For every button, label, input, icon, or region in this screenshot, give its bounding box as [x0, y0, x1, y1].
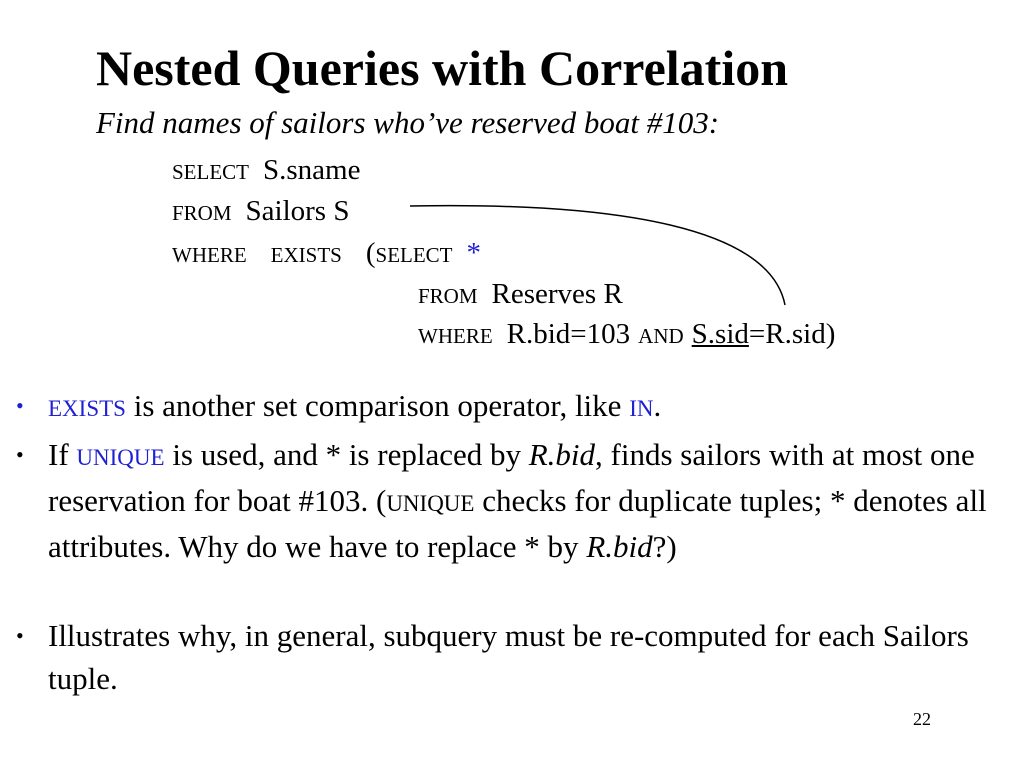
sql-text: S.sname: [263, 154, 361, 186]
sql-line-select: [172, 152, 360, 190]
slide-subtitle: Find names of sailors who’ve reserved boat #103:: [96, 105, 720, 140]
sql-keyword: WHERE: [172, 243, 247, 267]
sql-keyword: SELECT: [172, 160, 249, 184]
sql-line-subquery-from: [418, 276, 623, 314]
correlated-reference: S.sid: [691, 318, 749, 350]
sql-keyword: FROM: [172, 201, 232, 225]
sql-line-subquery-where: [418, 316, 835, 354]
sql-paren: (: [365, 237, 376, 269]
bullet-text: EXISTS is another set comparison operator, like IN.: [48, 388, 662, 423]
sql-star: *: [466, 237, 482, 269]
sql-keyword: SELECT: [375, 243, 453, 267]
sql-keyword: EXISTS: [270, 243, 342, 267]
sql-keyword: FROM: [418, 284, 478, 308]
sql-line-from: [172, 193, 349, 231]
bullet-dot: •: [16, 442, 24, 467]
page-number: 22: [913, 709, 931, 729]
sql-text: =R.sid): [748, 318, 836, 350]
sql-text: R.bid=103: [506, 318, 631, 350]
bullet-dot: •: [16, 623, 24, 648]
bullet-text: If UNIQUE is used, and * is replaced by R.bid, finds sailors with at most one reservation for boat #103. (UNIQUE checks for duplicate tuples; * denotes all attributes. Why do we have to replace * by R.bid?): [48, 437, 987, 564]
sql-text: Sailors S: [245, 195, 350, 227]
slide-title: Nested Queries with Correlation: [96, 40, 789, 96]
bullet-text: Illustrates why, in general, subquery must be re-computed for each Sailors tuple.: [48, 618, 969, 696]
sql-keyword: WHERE: [418, 324, 493, 348]
sql-line-where-exists: [172, 235, 481, 273]
sql-keyword: AND: [638, 324, 684, 348]
bullet-dot: •: [16, 393, 24, 418]
sql-text: Reserves R: [491, 278, 623, 310]
